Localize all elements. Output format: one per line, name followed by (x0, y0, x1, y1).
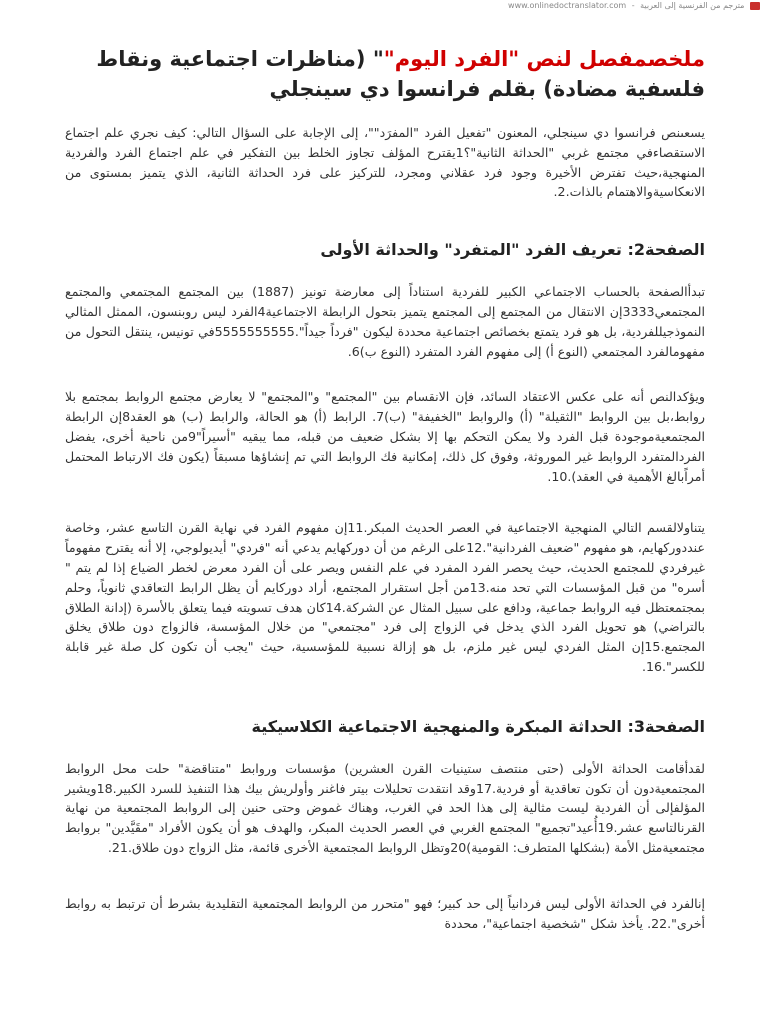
translator-header (0, 0, 768, 12)
header-separator: - (631, 1, 635, 10)
document-title (65, 44, 705, 104)
document-body (65, 44, 705, 933)
section-heading-page2: الصفحة2: تعريف الفرد "المتفرد" والحداثة الأولى (320, 240, 705, 260)
site-link[interactable]: www.onlinedoctranslator.com (508, 1, 627, 10)
section-heading-page3: الصفحة3: الحداثة المبكرة والمنهجية الاجتماعية الكلاسيكية (251, 716, 705, 736)
title-highlight: ملخصمفصل لنص "الفرد اليوم" (383, 47, 705, 71)
paragraph-durkheim: يتناولالقسم التالي المنهجية الاجتماعية في العصر الحديث المبكر.11إن مفهوم الفرد في نهاية القرن التاسع عشر، وخاصة عنددوركهايم، هو مفهوم "ضعيف الفردانية".12على الرغم من أن دوركهايم يدعي أنه "فردي" أيديولوجي، إلا أنه يقترح مفهوماً غيرفردي للمجتمع الحديث، حيث يحصر الفرد المفرد في علم النفس ويصر على أن الفرد معرض لخطر الضياع إذا لم يتم " أسره" من قبل المؤسسات التي تحد منه.13من أجل استقرار المجتمع، أراد دوركايم أن يظل الرابط التعاقدي ثانوياً، وحلم بمجتمعتظل فيه الروابط جماعية، ودافع على سبيل المثال عن الشركة.14كان هدف تسويته فيما يتعلق بالأسرة (إدانة الطلاق بالتراضي) هو تحويل الفرد الذي يدخل في الزواج إلى فرد "مجتمعي" من خلال المؤسسة، فالزواج دون طلاق يخلق المجتمع.15إن المثل الفردي ليس غير ملزم، بل هو إزالة نسبية للمؤسسية، حيث "يجب أن تكون كل صلة غير قابلة للكسر".16. (65, 520, 705, 674)
paragraph-individual: إنالفرد في الحداثة الأولى ليس فردانياً إلى حد كبير؛ فهو "متحرر من الروابط المجتمعية التقليدية بشرط أن ترتبط به روابط أخرى".22. يأخذ شكل "شخصية اجتماعية"، محددة (65, 895, 705, 931)
paragraph-tonnies: تبدأالصفحة بالحساب الاجتماعي الكبير للفردية استناداً إلى معارضة تونيز (1887) بين المجتمع المجتمعي والمجتمع المجتمعي3333إن الانتقال من المجتمع إلى المجتمع يتميز بتحول الرابطة الاجتماعية4الفرد ليس روبنسون، الممثل المثالي النموذجيللفردية، بل هو فرد يتمتع بخصائص اجتماعية محددة ليكون "فرداً جيداً".5555555555في تونيس، ينتقل التحول من مفهومالفرد المجتمعي (النوع أ) إلى مفهوم الفرد المتفرد (النوع ب)6. (65, 284, 705, 359)
translator-logo-icon (750, 2, 760, 10)
title-rest: " (مناظرات اجتماعية ونقاط فلسفية مضادة) بقلم فرانسوا دي سينجلي (96, 47, 705, 101)
paragraph-bonds: ويؤكدالنص أنه على عكس الاعتقاد السائد، فإن الانقسام بين "المجتمع" و"المجتمع" لا يعارض مجتمع الروابط بمجتمع بلا روابط،بل بين الروابط "الثقيلة" (أ) والروابط "الخفيفة" (ب)7. الرابط (أ) هو الحالة، والرابط (ب) هو العقد8إن الرابطة المجتمعيةموجودة قبل الفرد ولا يمكن التحكم بها إلا بشكل ضعيف من قبله، مما يبقيه "أسيراً"9من ناحية أخرى، يفضل الفردالمتفرد الروابط غير الموروثة، وفوق كل ذلك، إمكانية فك الروابط التي تم إنشاؤها مسبقاً (يكون فك الارتباط المحتمل أمراًبالغ الأهمية في العقد).10. (65, 389, 706, 484)
paragraph-first-modernity: لقدأقامت الحداثة الأولى (حتى منتصف ستينيات القرن العشرين) مؤسسات وروابط "متناقضة" حلت محل الروابط المجتمعيةدون أن تكون تعاقدية أو فردية.17وقد انتقدت تحليلات بيتر فاغنر وأولريش بيك هذا التنفيذ للسرد الكبير.18ويشير المؤلفإلى أن الفردية ليست مثالية إلى هذا الحد في الغرب، وهناك غموض وحتى حنين إلى الروابط المجتمعية من نهاية القرنالتاسع عشر.19أُعيد"تجميع" المجتمع الغربي في العصر الحديث المبكر، والهدف هو أن يكون الأفراد "مقَيَّدين" بروابط مجتمعيةمثل الأمة (بشكلها المتطرف: القومية)20وتظل الروابط المجتمعية الأخرى قائمة، مثل الزواج دون طلاق.21. (65, 760, 705, 855)
header-tagline: مترجم من الفرنسية إلى العربية (640, 1, 745, 10)
paragraph-intro: يسعىنص فرانسوا دي سينجلي، المعنون "تفعيل الفرد "المفرَد""، إلى الإجابة على السؤال التالي: كيف نجري علم اجتماع الاستقصاءفي مجتمع غربي "الحداثة الثانية"؟1يقترح المؤلف تجاوز الخلط بين التفكير في علم اجتماع الفرد والفردية المنهجية،حيث تفترض الأخيرة وجود فرد عقلاني ومجرد، للتركيز على فرد الحداثة الثانية، الذي يتميز بمستوى من الانعكاسيةوالاهتمام بالذات.2. (65, 125, 705, 200)
